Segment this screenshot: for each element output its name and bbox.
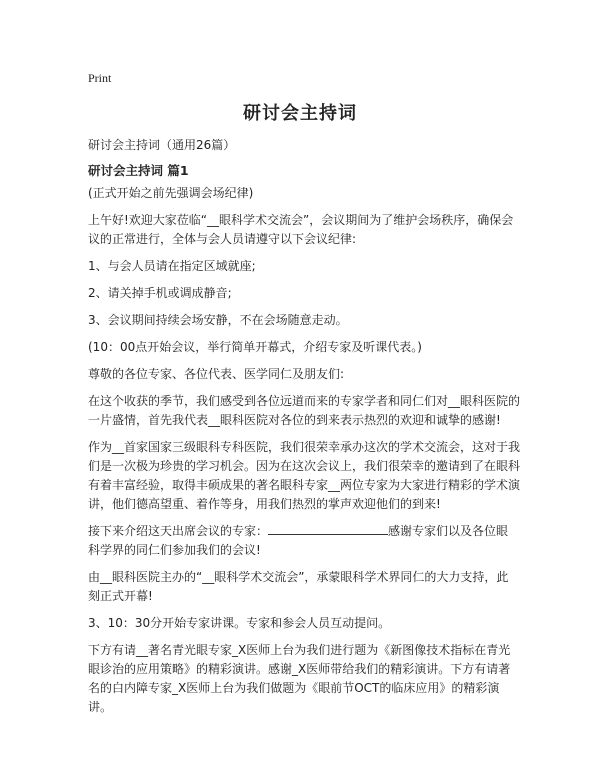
intro-text-after: 感谢专家们以及各位眼科学界的同仁们参加我们的会议! [88, 524, 509, 557]
paragraph: 2、请关掉手机或调成静音; [88, 286, 232, 300]
paragraph: 尊敬的各位专家、各位代表、医学同仁及朋友们: [88, 367, 345, 381]
paragraph: (10：00点开始会议，举行简单开幕式，介绍专家及听课代表。) [88, 340, 422, 354]
paragraph: 1、与会人员请在指定区域就座; [88, 259, 256, 273]
document-title: 研讨会主持词 [243, 103, 357, 124]
fill-in-blank [268, 522, 388, 535]
paragraph: 由__眼科医院主办的“__眼科学术交流会”，承蒙眼科学术界同仁的大力支持，此刻正式开幕! [88, 570, 509, 603]
paragraph: 下方有请__著名青光眼专家_X医师上台为我们进行题为《新图像技术指标在青光眼诊治的应用策略》的精彩演讲。感谢_X医师带给我们的精彩演讲。下方有请著名的白内障专家_X医师上台为我们做题为《眼前节OCT的临床应用》的精彩演讲。 [88, 643, 511, 714]
paragraph: 作为__首家国家三级眼科专科医院，我们很荣幸承办这次的学术交流会，这对于我们是一次极为珍贵的学习机会。因为在这次会议上，我们很荣幸的邀请到了在眼科有着丰富经验，取得丰硕成果的著名眼科专家__两位专家为大家进行精彩的学术演讲，他们德高望重、着作等身，用我们热烈的掌声欢迎他们的到来! [88, 440, 521, 511]
print-link[interactable]: Print [88, 71, 112, 85]
paragraph: (正式开始之前先强调会场纪律) [88, 186, 254, 200]
paragraph: 在这个收获的季节，我们感受到各位远道而来的专家学者和同仁们对__眼科医院的一片盛情，首先我代表__眼科医院对各位的到来表示热烈的欢迎和诚挚的感谢! [88, 394, 521, 427]
document-body [88, 184, 520, 725]
paragraph: 上午好!欢迎大家莅临“__眼科学术交流会”，会议期间为了维护会场秩序，确保会议的正常进行，全体与会人员请遵守以下会议纪律: [88, 213, 514, 246]
document-subtitle: 研讨会主持词（通用26篇） [88, 138, 236, 152]
paragraph-intro [88, 522, 520, 560]
section-heading: 研讨会主持词 篇1 [88, 163, 189, 178]
paragraph: 3、10：30分开始专家讲课。专家和参会人员互动提问。 [88, 616, 391, 630]
paragraph: 3、会议期间持续会场安静，不在会场随意走动。 [88, 313, 348, 327]
intro-text-before: 接下来介绍这天出席会议的专家： [88, 524, 269, 538]
